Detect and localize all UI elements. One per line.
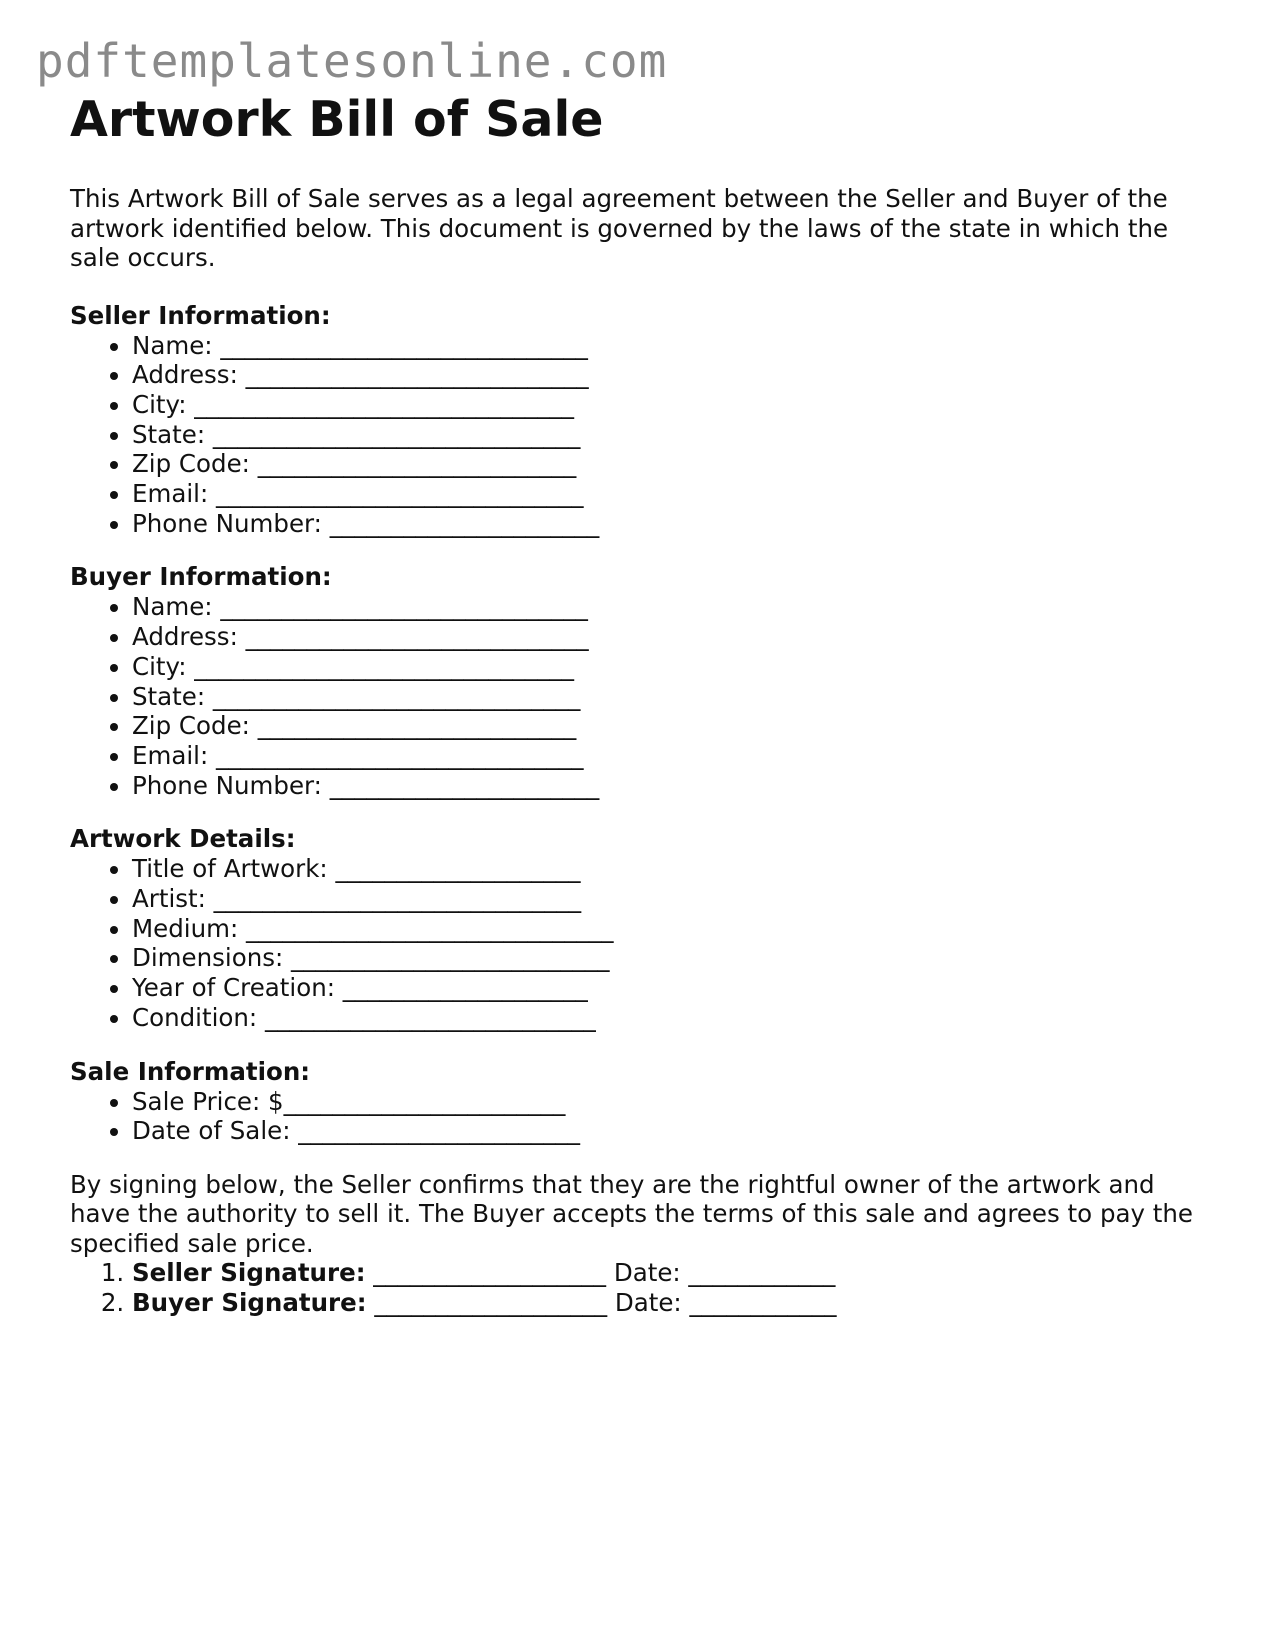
artwork-section (70, 824, 1210, 1032)
seller-address-field[interactable]: • Address: ____________________________ (132, 360, 1210, 390)
seller-signature-row[interactable] (132, 1258, 1210, 1288)
seller-signature-date[interactable]: Date: ____________ (606, 1258, 836, 1288)
artwork-artist-field[interactable]: • Artist: ______________________________ (132, 884, 1210, 914)
buyer-signature-row[interactable] (132, 1288, 1210, 1318)
sale-date-field[interactable]: • Date of Sale: _______________________ (132, 1116, 1210, 1146)
document-title: Artwork Bill of Sale (70, 91, 604, 148)
closing-paragraph: By signing below, the Seller confirms that they are the rightful owner of the artwork and have the authority to sell it. The Buyer accepts the terms of this sale and agrees to pay the specified sale price. (70, 1169, 1194, 1258)
seller-fields (70, 331, 1210, 539)
seller-phone-field[interactable]: • Phone Number: ______________________ (132, 509, 1210, 539)
document-page (70, 90, 1210, 1318)
buyer-zip-field[interactable]: • Zip Code: __________________________ (132, 711, 1210, 741)
buyer-signature-line[interactable]: ___________________ (366, 1288, 608, 1318)
buyer-city-field[interactable]: • City: _______________________________ (132, 652, 1210, 682)
buyer-state-field[interactable]: • State: ______________________________ (132, 682, 1210, 712)
buyer-signature-label: Buyer Signature: (132, 1288, 367, 1318)
signature-list (70, 1258, 1210, 1317)
seller-city-field[interactable]: • City: _______________________________ (132, 390, 1210, 420)
artwork-dimensions-field[interactable]: • Dimensions: __________________________ (132, 943, 1210, 973)
buyer-section (70, 562, 1210, 800)
sale-price-field[interactable]: • Sale Price: $_______________________ (132, 1087, 1210, 1117)
artwork-year-field[interactable]: • Year of Creation: ____________________ (132, 973, 1210, 1003)
buyer-phone-field[interactable]: • Phone Number: ______________________ (132, 771, 1210, 801)
buyer-signature-date[interactable]: Date: ____________ (607, 1288, 837, 1318)
buyer-fields (70, 592, 1210, 800)
artwork-title-field[interactable]: • Title of Artwork: ____________________ (132, 854, 1210, 884)
intro-paragraph: This Artwork Bill of Sale serves as a legal agreement between the Seller and Buyer of the artwork identified below. This document is governed by the laws of the state in which the sale occurs. (70, 184, 1169, 272)
artwork-medium-field[interactable]: • Medium: ______________________________ (132, 914, 1210, 944)
sale-section (70, 1057, 1210, 1146)
seller-section (70, 301, 1210, 539)
artwork-heading: Artwork Details: (70, 824, 296, 854)
buyer-email-field[interactable]: • Email: ______________________________ (132, 741, 1210, 771)
seller-signature-label: Seller Signature: (132, 1258, 366, 1288)
seller-zip-field[interactable]: • Zip Code: __________________________ (132, 449, 1210, 479)
seller-state-field[interactable]: • State: ______________________________ (132, 420, 1210, 450)
sale-heading: Sale Information: (70, 1056, 311, 1086)
sale-fields (70, 1087, 1210, 1146)
seller-heading: Seller Information: (70, 300, 331, 330)
seller-signature-line[interactable]: ___________________ (365, 1258, 607, 1288)
artwork-condition-field[interactable]: • Condition: ___________________________ (132, 1003, 1210, 1033)
buyer-address-field[interactable]: • Address: ____________________________ (132, 622, 1210, 652)
buyer-name-field[interactable]: • Name: ______________________________ (132, 592, 1210, 622)
seller-name-field[interactable]: • Name: ______________________________ (132, 331, 1210, 361)
artwork-fields (70, 854, 1210, 1032)
buyer-heading: Buyer Information: (70, 562, 332, 592)
seller-email-field[interactable]: • Email: ______________________________ (132, 479, 1210, 509)
watermark: pdftemplatesonline.com (36, 34, 668, 88)
